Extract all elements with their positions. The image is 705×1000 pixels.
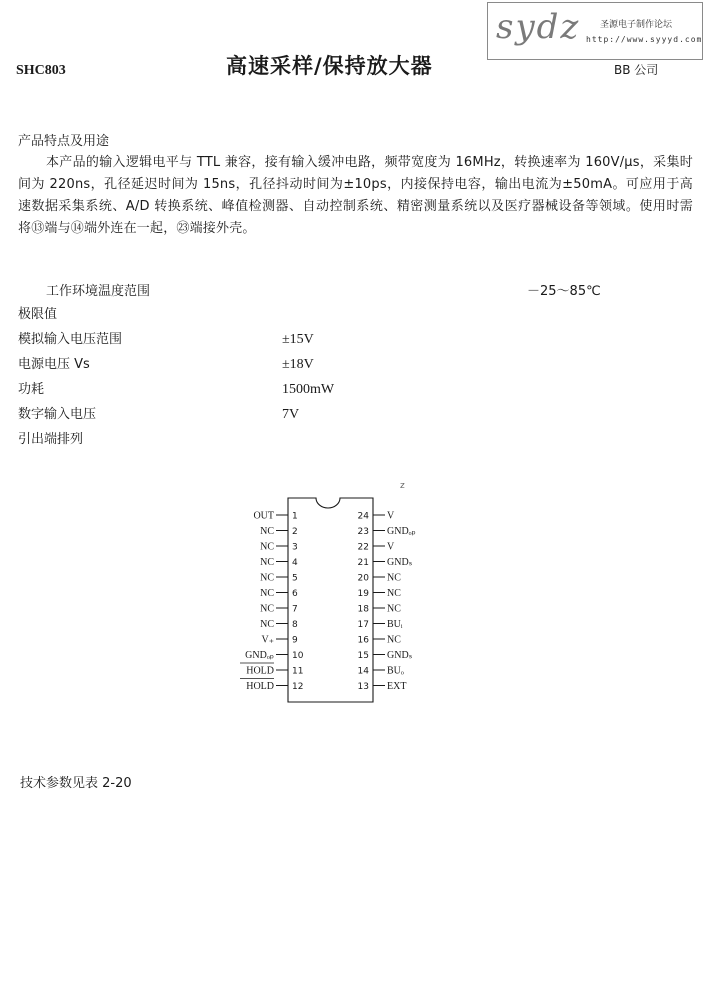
spec-label-power: 功耗 [18, 382, 45, 397]
right-pin-number: 21 [357, 558, 369, 568]
right-pin-label: BUᵢ [387, 619, 403, 630]
spec-value-analog-input: ±15V [282, 332, 314, 347]
watermark-logo: sydz [496, 7, 581, 47]
features-paragraph: 本产品的输入逻辑电平与 TTL 兼容，接有输入缓冲电路，频带宽度为 16MHz，转换速率为 160V/μs，采集时间为 220ns，孔径延迟时间为 15ns，孔径抖动时间为±10ps，内接保持电容，输出电流为±50mA。可应用于高速数据采集系统、A/D 转换系统、峰值检测器、自动控制系统、精密测量系统以及医疗器械设备等领域。使用时需将⑬端与⑭端外连在一起，㉓端接外壳。 [18, 155, 693, 236]
left-pin-number: 7 [292, 604, 298, 615]
right-pin-number: 14 [357, 666, 369, 677]
part-number: SHC803 [16, 63, 66, 78]
right-pin-label: BUₒ [387, 665, 404, 677]
spec-label-analog-input: 模拟输入电压范围 [18, 332, 123, 347]
left-pin-label: NC [260, 541, 274, 553]
right-pin-number: 19 [357, 589, 369, 599]
right-pin-number: 20 [357, 573, 369, 584]
left-pin-number: 12 [292, 682, 304, 692]
pinout-heading: 引出端排列 [18, 432, 84, 447]
right-pin-label: V [387, 510, 395, 522]
right-pin-label: NC [387, 572, 401, 584]
right-pin-label: NC [387, 588, 401, 599]
left-pin-label: V₊ [261, 634, 274, 646]
right-pin-number: 22 [357, 542, 369, 553]
spec-value-power: 1500mW [282, 382, 335, 397]
watermark-url: http://www.syyyd.com [586, 35, 703, 44]
right-pin-number: 23 [357, 527, 369, 537]
left-pin-number: 10 [292, 651, 304, 661]
left-pin-label: HOLD [246, 665, 274, 677]
features-heading: 产品特点及用途 [18, 134, 110, 149]
left-pin-label: OUT [253, 510, 274, 522]
right-pin-label: GNDₛ [387, 557, 413, 568]
left-pin-number: 9 [292, 635, 298, 646]
reference-note: 技术参数见表 2-20 [20, 776, 132, 791]
right-pin-number: 16 [357, 635, 369, 646]
watermark [487, 2, 703, 60]
left-pin-label: NC [260, 557, 274, 568]
right-pin-number: 15 [357, 651, 369, 661]
left-pin-number: 11 [292, 666, 304, 677]
stray-mark: z [400, 481, 405, 491]
left-pin-number: 5 [292, 573, 298, 584]
right-pin-label: GNDₒₚ [387, 526, 416, 537]
right-pin-label: EXT [387, 681, 407, 692]
left-pin-number: 8 [292, 620, 298, 630]
left-pin-label: NC [260, 619, 274, 630]
left-pin-label: GNDₒₚ [245, 650, 274, 661]
left-pin-label: NC [260, 526, 274, 537]
left-pin-label: HOLD [246, 681, 274, 692]
watermark-site-name: 圣源电子制作论坛 [600, 20, 673, 30]
right-pin-group [358, 511, 416, 693]
left-pin-label: NC [260, 588, 274, 599]
right-pin-label: GNDₛ [387, 650, 413, 661]
left-pin-group [240, 511, 304, 693]
left-pin-number: 1 [292, 511, 298, 522]
right-pin-label: V [387, 541, 395, 553]
page-title: 高速采样/保持放大器 [226, 54, 433, 78]
left-pin-number: 4 [292, 558, 298, 568]
right-pin-number: 13 [357, 682, 369, 692]
spec-value-digital-input: 7V [282, 407, 300, 422]
left-pin-number: 3 [292, 542, 298, 553]
manufacturer: BB 公司 [614, 63, 659, 77]
right-pin-number: 18 [357, 604, 369, 615]
operating-temp-value: －25～85℃ [527, 284, 601, 299]
left-pin-number: 6 [292, 589, 298, 599]
right-pin-label: NC [387, 603, 401, 615]
pinout-diagram [230, 481, 440, 710]
spec-value-supply-voltage: ±18V [282, 357, 314, 372]
spec-label-supply-voltage: 电源电压 Vs [18, 357, 90, 372]
absolute-max-heading: 极限值 [18, 307, 58, 322]
operating-temp-label: 工作环境温度范围 [46, 284, 151, 299]
right-pin-number: 24 [357, 511, 369, 522]
left-pin-number: 2 [292, 527, 298, 537]
right-pin-number: 17 [357, 620, 369, 630]
spec-label-digital-input: 数字输入电压 [18, 407, 97, 422]
right-pin-label: NC [387, 634, 401, 646]
left-pin-label: NC [260, 572, 274, 584]
left-pin-label: NC [260, 603, 274, 615]
